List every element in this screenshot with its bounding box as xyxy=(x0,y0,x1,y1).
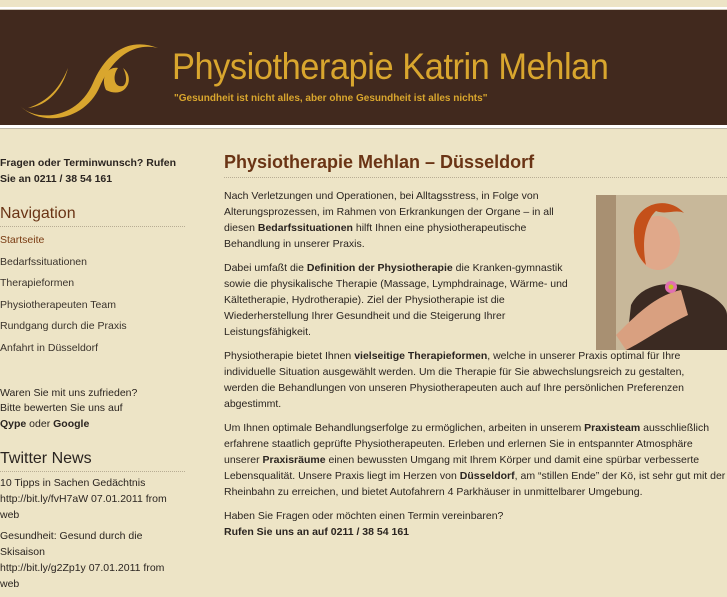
text: Nach Verletzungen und Operationen, bei Alltagsstress, in Folge von Alterungsprozessen, im Rahmen von Erkrankungen der Organe – in all diesen xyxy=(224,190,554,234)
paragraph xyxy=(224,348,714,412)
text: , am “stillen Ende” der Kö, ist sehr gut mit der Rheinbahn zu erreichen, und bietet Autofahrern 4 Parkhäuser in unmittelbarer Umgebung. xyxy=(224,470,726,498)
text: Haben Sie Fragen oder möchten einen Termin vereinbaren? xyxy=(224,510,504,522)
qype-link[interactable]: Qype xyxy=(0,417,27,430)
nav-startseite[interactable]: Startseite xyxy=(0,234,45,246)
header-bottom-border xyxy=(0,125,727,129)
rating-box xyxy=(0,386,185,433)
rating-text: Bitte bewerten Sie uns auf xyxy=(0,402,123,415)
bedarfssituationen-link[interactable]: Bedarfssituationen xyxy=(257,222,353,234)
tweet-text: Gesundheit: Gesund durch die Skisaison xyxy=(0,530,143,559)
navigation-heading: Navigation xyxy=(0,205,185,227)
tweet-link[interactable]: http://bit.ly/g2Zp1y 07.01.2011 from web xyxy=(0,562,165,591)
text: Physiotherapie bietet Ihnen xyxy=(224,350,355,362)
text: einen bewussten Umgang mit Ihrem Körper und damit eine spürbar verbesserte Lebensqualität. Unsere Praxis liegt im Herzen von xyxy=(224,454,700,482)
nav-bedarfssituationen[interactable]: Bedarfssituationen xyxy=(0,255,87,268)
twitter-feed xyxy=(0,475,185,592)
site-title[interactable]: Physiotherapie Katrin Mehlan xyxy=(172,46,609,87)
nav-anfahrt[interactable]: Anfahrt in Düsseldorf xyxy=(0,341,99,354)
tweet-link[interactable]: http://bit.ly/fvH7aW 07.01.2011 from web xyxy=(0,493,167,522)
navigation-menu xyxy=(0,230,185,360)
twitter-heading: Twitter News xyxy=(0,450,185,472)
nav-rundgang[interactable]: Rundgang durch die Praxis xyxy=(0,320,127,333)
site-header xyxy=(0,10,727,125)
tweet xyxy=(0,528,185,592)
therapieformen-link[interactable]: vielseitige Therapieformen xyxy=(354,350,488,362)
text: ausschließlich erfahrene staatlich geprüfte Physiotherapeuten. Erleben und erlernen Sie in entspannter Atmosphäre unserer xyxy=(224,422,710,466)
text: hilft Ihnen eine physiotherapeutische Behandlung in unserer Praxis. xyxy=(224,222,527,250)
logo-swirl-icon[interactable] xyxy=(8,28,163,128)
site-slogan: "Gesundheit ist nicht alles, aber ohne Gesundheit ist alles nichts" xyxy=(174,93,488,104)
google-link[interactable]: Google xyxy=(53,417,90,430)
tweet-text: 10 Tipps in Sachen Gedächtnis xyxy=(0,477,146,490)
paragraph xyxy=(224,508,727,540)
photo-illustration xyxy=(596,195,727,350)
duesseldorf-link[interactable]: Düsseldorf xyxy=(459,470,515,482)
phone-callout: Rufen Sie uns an auf 0211 / 38 54 161 xyxy=(224,526,410,538)
paragraph xyxy=(224,188,576,252)
definition-link[interactable]: Definition der Physiotherapie xyxy=(306,262,453,274)
paragraph xyxy=(224,260,584,340)
nav-therapieformen[interactable]: Therapieformen xyxy=(0,277,75,290)
page-title: Physiotherapie Mehlan – Düsseldorf xyxy=(224,154,727,178)
therapist-photo xyxy=(596,195,727,350)
contact-callout xyxy=(0,155,185,187)
sidebar xyxy=(0,155,185,597)
text: , welche in unserer Praxis optimal für Ihre individuelle Situation ausgewählt werden. Um die Therapie für Sie abwechslungsreich zu gestalten, werden die Behandlungen von unseren Physiotherapeuten auch auf Ihre persönlichen Preferenzen abgestimmt. xyxy=(224,350,685,410)
paragraph xyxy=(224,420,727,500)
rating-text: Waren Sie mit uns zufrieden? xyxy=(0,386,138,399)
praxisraeume-link[interactable]: Praxisräume xyxy=(262,454,326,466)
rating-text: oder xyxy=(26,417,54,430)
callout-line: Sie an 0211 / 38 54 161 xyxy=(0,173,113,185)
text: Dabei umfaßt die xyxy=(224,262,307,274)
nav-team[interactable]: Physiotherapeuten Team xyxy=(0,298,116,311)
text: Um Ihnen optimale Behandlungserfolge zu ermöglichen, arbeiten in unserem xyxy=(224,422,585,434)
callout-line: Fragen oder Terminwunsch? Rufen xyxy=(0,157,176,169)
text: die Kranken-gymnastik sowie die physikalische Therapie (Massage, Lymphdrainage, Wärme- und Kältetherapie, Hydrotherapie). Ziel der Physiotherapie ist die Wiederherstellung Ihrer Gesundheit und die Steigerung Ihrer Leistungsfähigkeit. xyxy=(224,262,568,338)
tweet xyxy=(0,475,185,523)
praxisteam-link[interactable]: Praxisteam xyxy=(584,422,641,434)
